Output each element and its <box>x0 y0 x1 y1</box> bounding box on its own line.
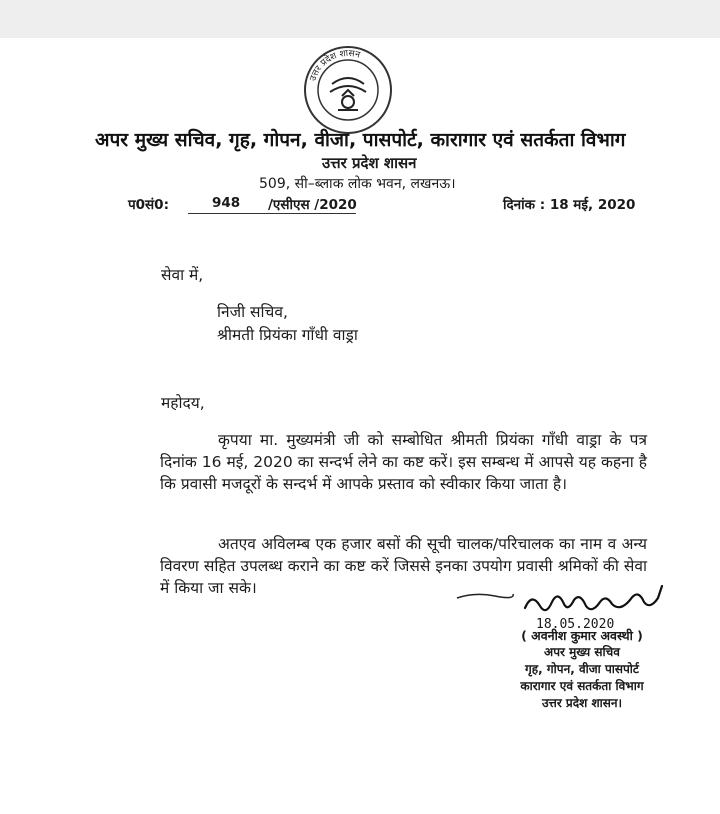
reference-date: दिनांक : 18 मई, 2020 <box>503 197 636 213</box>
signatory-designation-4: उत्तर प्रदेश शासन। <box>541 696 623 710</box>
svg-text:उत्तर प्रदेश शासन: उत्तर प्रदेश शासन <box>308 48 361 83</box>
salutation-to: सेवा में, <box>161 266 204 284</box>
reference-number: 948 <box>212 195 241 211</box>
greeting: महोदय, <box>161 394 205 412</box>
recipient-name: श्रीमती प्रियंका गाँधी वाड्रा <box>217 326 358 344</box>
letter-paragraph-2: अतएव अविलम्ब एक हजार बसों की सूची चालक/परिचालक का नाम व अन्य विवरण सहित उपलब्ध कराने का कष्ट करें जिससे इनका उपयोग प्रवासी श्रमिकों की सेवा में किया जा सके। <box>160 535 647 597</box>
reference-underline <box>188 213 356 214</box>
letter-paragraph-1: कृपया मा. मुख्यमंत्री जी को सम्बोधित श्रीमती प्रियंका गाँधी वाड्रा के पत्र दिनांक 16 मई, 2020 का सन्दर्भ लेने का कष्ट करें। इस सम्बन्ध में आपसे यह कहना है कि प्रवासी मजदूरों के सन्दर्भ में आपके प्रस्ताव को स्वीकार किया जाता है। <box>160 431 647 493</box>
top-band <box>0 0 720 38</box>
state-emblem-seal-icon <box>302 44 394 136</box>
department-heading: अपर मुख्य सचिव, गृह, गोपन, वीजा, पासपोर्ट, कारागार एवं सतर्कता विभाग <box>95 129 626 151</box>
signature-date: 18.05.2020 <box>536 617 615 632</box>
reference-label: प0सं0: <box>128 197 169 213</box>
strike-mark <box>455 590 515 602</box>
government-name: उत्तर प्रदेश शासन <box>322 154 417 172</box>
signatory-designation-1: अपर मुख्य सचिव <box>544 645 620 659</box>
reference-code: /एसीएस /2020 <box>268 197 357 213</box>
signatory-designation-3: कारागार एवं सतर्कता विभाग <box>520 679 644 693</box>
signatory-name: ( अवनीश कुमार अवस्थी ) <box>521 628 643 643</box>
handwritten-signature <box>520 580 670 620</box>
signatory-designation-2: गृह, गोपन, वीजा पासपोर्ट <box>525 662 639 676</box>
signatory-block <box>492 627 672 712</box>
office-address: 509, सी–ब्लाक लोक भवन, लखनऊ। <box>259 176 456 192</box>
recipient-title: निजी सचिव, <box>217 303 288 321</box>
